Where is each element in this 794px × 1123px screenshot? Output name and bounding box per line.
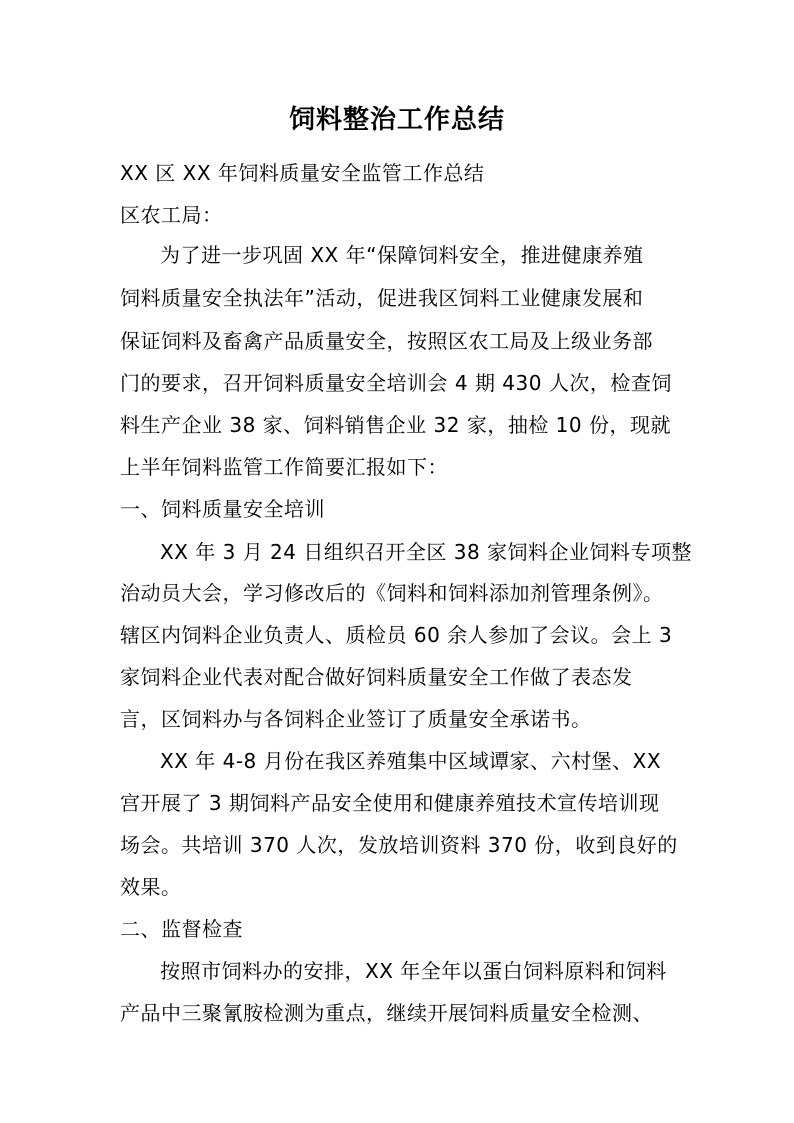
paragraph-line: 治动员大会，学习修改后的《饲料和饲料添加剂管理条例》。	[120, 581, 664, 605]
paragraph-line: 场会。共培训 370 人次，发放培训资料 370 份，收到良好的	[120, 833, 678, 857]
paragraph-line: 言，区饲料办与各饲料企业签订了质量安全承诺书。	[120, 707, 592, 731]
section-heading: 一、饲料质量安全培训	[120, 497, 325, 521]
subtitle-line: XX 区 XX 年饲料质量安全监管工作总结	[120, 161, 485, 185]
paragraph-line: 辖区内饲料企业负责人、质检员 60 余人参加了会议。会上 3	[120, 623, 673, 647]
paragraph-line: 效果。	[120, 875, 182, 899]
paragraph-line: XX 年 4-8 月份在我区养殖集中区域谭家、六村堡、XX	[160, 749, 662, 773]
paragraph-line: 宫开展了 3 期饲料产品安全使用和健康养殖技术宣传培训现	[120, 791, 660, 815]
paragraph-line: 上半年饲料监管工作简要汇报如下：	[120, 455, 448, 479]
addressee-line: 区农工局：	[120, 203, 223, 227]
section-heading: 二、监督检查	[120, 917, 243, 941]
paragraph-line: 料生产企业 38 家、饲料销售企业 32 家，抽检 10 份，现就	[120, 413, 671, 437]
paragraph-line: 家饲料企业代表对配合做好饲料质量安全工作做了表态发	[120, 665, 633, 689]
paragraph-line: 饲料质量安全执法年”活动，促进我区饲料工业健康发展和	[120, 286, 644, 310]
paragraph-line: 产品中三聚氰胺检测为重点，继续开展饲料质量安全检测、	[120, 1001, 653, 1025]
document-title: 饲料整治工作总结	[288, 105, 505, 135]
paragraph-line: XX 年 3 月 24 日组织召开全区 38 家饲料企业饲料专项整	[160, 540, 693, 564]
paragraph-line: 保证饲料及畜禽产品质量安全，按照区农工局及上级业务部	[120, 329, 653, 353]
paragraph-line: 为了进一步巩固 XX 年“保障饲料安全，推进健康养殖	[160, 243, 644, 267]
paragraph-line: 按照市饲料办的安排，XX 年全年以蛋白饲料原料和饲料	[160, 959, 667, 983]
paragraph-line: 门的要求，召开饲料质量安全培训会 4 期 430 人次，检查饲	[120, 371, 672, 395]
